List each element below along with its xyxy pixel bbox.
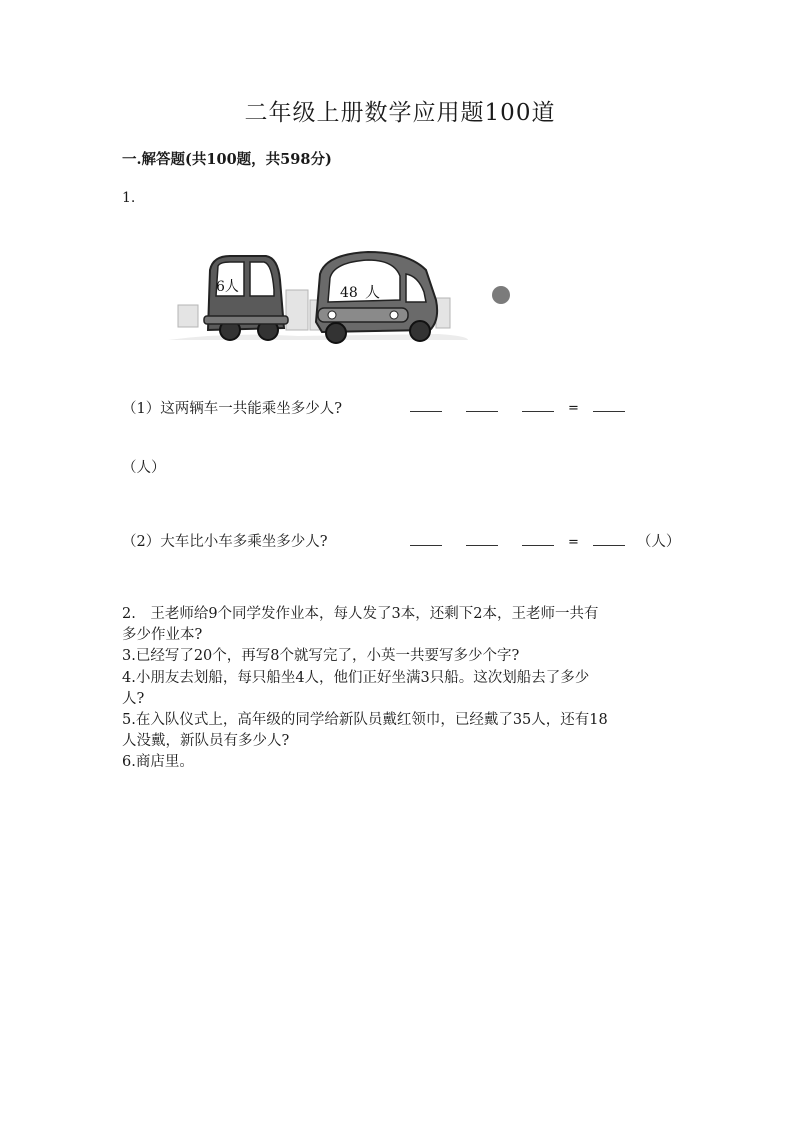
question-1-part-1-blanks xyxy=(398,397,637,416)
answer-blank[interactable] xyxy=(593,397,625,412)
answer-blank[interactable] xyxy=(466,531,498,546)
equals-sign: = xyxy=(568,401,579,416)
question-1-part-2-unit: （人） xyxy=(636,534,681,550)
question-3-line-1: 3.已经写了20个，再写8个就写完了，小英一共要写多少个字? xyxy=(122,648,520,664)
question-2-line-1: 2. 王老师给9个同学发作业本，每人发了3本，还剩下2本，王老师一共有 xyxy=(122,606,599,622)
question-1-number: 1. xyxy=(122,190,136,206)
ball-icon xyxy=(492,286,510,304)
question-1-part-1-unit: （人） xyxy=(122,460,166,476)
section-heading: 一.解答题(共100题，共598分) xyxy=(122,151,332,168)
equals-sign: = xyxy=(568,535,579,550)
answer-blank[interactable] xyxy=(522,531,554,546)
question-4-line-2: 人? xyxy=(122,691,145,707)
question-5 xyxy=(122,710,682,752)
question-1-part-2: （2）大车比小车多乘坐多少人? xyxy=(122,534,328,550)
bus-label-unit: 人 xyxy=(365,283,381,301)
question-4-line-1: 4.小朋友去划船，每只船坐4人，他们正好坐满3只船。这次划船去了多少 xyxy=(122,670,590,686)
question-2-line-2: 多少作业本? xyxy=(122,627,203,643)
page-title: 二年级上册数学应用题100道 xyxy=(244,100,556,126)
question-1-part-1: （1）这两辆车一共能乘坐多少人? xyxy=(122,401,342,417)
answer-blank[interactable] xyxy=(522,397,554,412)
answer-blank[interactable] xyxy=(593,531,625,546)
question-3 xyxy=(122,646,682,667)
answer-blank[interactable] xyxy=(466,397,498,412)
question-1-part-2-blanks xyxy=(398,530,680,551)
question-5-line-1: 5.在入队仪式上，高年级的同学给新队员戴红领巾，已经戴了35人，还有18 xyxy=(122,712,608,728)
vehicles-illustration xyxy=(168,240,528,350)
bus-label-number: 48 xyxy=(340,285,358,301)
question-5-line-2: 人没戴，新队员有多少人? xyxy=(122,733,290,749)
question-6 xyxy=(122,752,682,773)
small-car-icon xyxy=(204,256,288,340)
answer-blank[interactable] xyxy=(410,397,442,412)
small-car-label: 6人 xyxy=(216,279,239,295)
question-6-line-1: 6.商店里。 xyxy=(122,754,194,770)
answer-blank[interactable] xyxy=(410,531,442,546)
question-4 xyxy=(122,668,682,710)
question-2 xyxy=(122,604,682,646)
